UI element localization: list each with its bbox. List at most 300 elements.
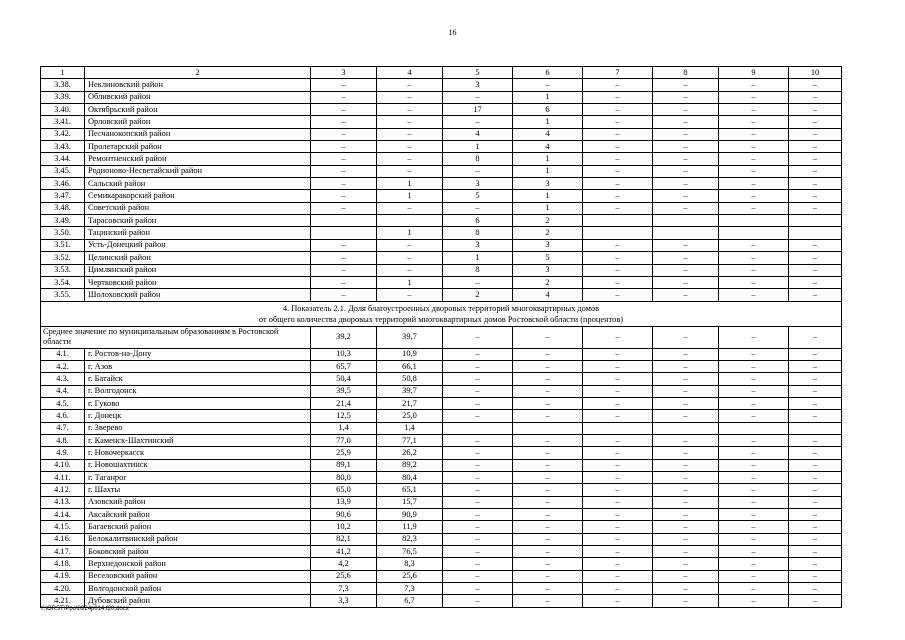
row-value-cell: – [789, 459, 842, 471]
row-value-cell: – [513, 558, 583, 570]
row-name-cell: Неклиновский район [85, 79, 311, 91]
row-name-cell: Веселовский район [85, 570, 311, 582]
row-number-cell: 3.51. [41, 239, 85, 251]
row-name-cell: г. Донецк [85, 410, 311, 422]
row-value-cell: – [719, 141, 789, 153]
row-value-cell [653, 227, 719, 239]
row-value-cell: – [653, 410, 719, 422]
row-value-cell: 1 [377, 276, 443, 288]
row-value-cell: 1 [513, 165, 583, 177]
row-value-cell: – [583, 496, 653, 508]
average-cell-3: 39,2 [311, 326, 377, 348]
row-name-cell: г. Ростов-на-Дону [85, 348, 311, 360]
row-number-cell: 3.44. [41, 153, 85, 165]
row-value-cell: – [789, 289, 842, 301]
average-cell-7: – [583, 326, 653, 348]
row-value-cell: 65,7 [311, 360, 377, 372]
row-number-cell: 4.15. [41, 521, 85, 533]
row-value-cell: – [653, 570, 719, 582]
table-row [41, 360, 842, 372]
section-body [41, 301, 842, 348]
row-value-cell: – [789, 558, 842, 570]
row-name-cell: г. Волгодонск [85, 385, 311, 397]
row-name-cell: Ремонтненский район [85, 153, 311, 165]
row-value-cell: – [789, 190, 842, 202]
table-row [41, 252, 842, 264]
table-row [41, 410, 842, 422]
row-value-cell: – [719, 264, 789, 276]
average-label: Среднее значение по муниципальным образованиям в Ростовской области [41, 326, 311, 348]
table-row [41, 397, 842, 409]
row-value-cell: – [719, 252, 789, 264]
table-row [41, 570, 842, 582]
row-name-cell: г. Каменск-Шахтинский [85, 434, 311, 446]
row-value-cell: 4 [443, 128, 513, 140]
row-value-cell: – [719, 276, 789, 288]
row-value-cell: 1 [443, 141, 513, 153]
row-value-cell [653, 215, 719, 227]
row-value-cell: – [653, 397, 719, 409]
row-value-cell: – [377, 264, 443, 276]
row-value-cell: – [377, 289, 443, 301]
row-value-cell: – [583, 178, 653, 190]
row-value-cell: 3 [513, 264, 583, 276]
average-cell-9: – [719, 326, 789, 348]
row-number-cell: 3.41. [41, 116, 85, 128]
row-value-cell: 25,9 [311, 447, 377, 459]
row-value-cell: – [583, 385, 653, 397]
row-value-cell: – [719, 459, 789, 471]
row-value-cell: – [653, 360, 719, 372]
row-value-cell: – [583, 583, 653, 595]
table-row [41, 509, 842, 521]
row-value-cell: – [653, 79, 719, 91]
row-name-cell: Тацинский район [85, 227, 311, 239]
row-name-cell: г. Новочеркасск [85, 447, 311, 459]
row-value-cell: – [583, 153, 653, 165]
row-value-cell: – [583, 459, 653, 471]
table-row [41, 289, 842, 301]
row-value-cell: – [719, 434, 789, 446]
row-value-cell: – [719, 410, 789, 422]
row-value-cell: – [311, 264, 377, 276]
row-value-cell: – [719, 202, 789, 214]
section-title [41, 301, 842, 326]
row-value-cell: – [583, 91, 653, 103]
row-value-cell: – [377, 153, 443, 165]
row-value-cell [789, 215, 842, 227]
row-value-cell: – [443, 447, 513, 459]
section-title-line1: 4. Показатель 2.1. Доля благоустроенных дворовых территорий многоквартирных домов [282, 303, 600, 313]
table-row [41, 484, 842, 496]
row-value-cell: – [311, 276, 377, 288]
table-row [41, 79, 842, 91]
row-value-cell: – [719, 239, 789, 251]
row-value-cell: 3 [443, 178, 513, 190]
row-value-cell: – [443, 595, 513, 607]
row-value-cell: – [789, 570, 842, 582]
row-value-cell: 8 [443, 264, 513, 276]
row-number-cell: 3.53. [41, 264, 85, 276]
row-name-cell: Шолоховский район [85, 289, 311, 301]
row-value-cell: – [653, 484, 719, 496]
row-value-cell: – [719, 533, 789, 545]
row-value-cell: – [513, 521, 583, 533]
row-value-cell [653, 422, 719, 434]
row-name-cell: г. Гуково [85, 397, 311, 409]
table-row [41, 202, 842, 214]
row-value-cell: – [583, 570, 653, 582]
row-value-cell: – [311, 91, 377, 103]
row-number-cell: 3.40. [41, 104, 85, 116]
row-value-cell: – [583, 104, 653, 116]
row-value-cell: – [719, 104, 789, 116]
row-number-cell: 4.6. [41, 410, 85, 422]
row-value-cell: 1 [377, 227, 443, 239]
table-row [41, 239, 842, 251]
row-value-cell: 1 [443, 252, 513, 264]
row-value-cell: – [789, 521, 842, 533]
row-value-cell: – [719, 360, 789, 372]
row-value-cell: – [583, 447, 653, 459]
row-name-cell: Пролетарский район [85, 141, 311, 153]
row-value-cell: – [789, 509, 842, 521]
row-value-cell: 76,5 [377, 546, 443, 558]
row-number-cell: 3.45. [41, 165, 85, 177]
row-value-cell: 1 [513, 190, 583, 202]
row-value-cell: – [311, 79, 377, 91]
row-value-cell: – [719, 91, 789, 103]
row-value-cell: – [789, 252, 842, 264]
row-value-cell: 89,2 [377, 459, 443, 471]
row-name-cell: г. Азов [85, 360, 311, 372]
row-value-cell: 1 [513, 116, 583, 128]
row-value-cell: – [377, 252, 443, 264]
row-value-cell [789, 227, 842, 239]
row-number-cell: 4.19. [41, 570, 85, 582]
row-name-cell: Азовский район [85, 496, 311, 508]
row-value-cell: 2 [513, 276, 583, 288]
row-value-cell: – [653, 128, 719, 140]
table-row [41, 128, 842, 140]
row-value-cell: 7,3 [311, 583, 377, 595]
row-value-cell: – [311, 116, 377, 128]
row-value-cell: – [789, 496, 842, 508]
row-value-cell: – [789, 583, 842, 595]
data-table-container [40, 66, 841, 608]
row-number-cell: 3.47. [41, 190, 85, 202]
row-value-cell: – [719, 165, 789, 177]
row-number-cell: 4.20. [41, 583, 85, 595]
row-value-cell: – [789, 264, 842, 276]
row-value-cell: – [513, 79, 583, 91]
row-number-cell: 4.10. [41, 459, 85, 471]
row-value-cell: – [583, 546, 653, 558]
row-value-cell: – [653, 434, 719, 446]
header-cell: 4 [377, 67, 443, 79]
row-number-cell: 3.54. [41, 276, 85, 288]
row-value-cell: – [443, 583, 513, 595]
row-value-cell: 8,3 [377, 558, 443, 570]
row-value-cell: – [719, 373, 789, 385]
row-value-cell: – [789, 471, 842, 483]
row-value-cell: – [789, 397, 842, 409]
row-value-cell: 41,2 [311, 546, 377, 558]
row-value-cell: – [513, 434, 583, 446]
row-value-cell: 13,9 [311, 496, 377, 508]
table-row [41, 178, 842, 190]
row-value-cell: – [653, 91, 719, 103]
row-value-cell [513, 422, 583, 434]
row-name-cell: Орловский район [85, 116, 311, 128]
row-value-cell: – [719, 79, 789, 91]
row-value-cell: 8 [443, 227, 513, 239]
row-value-cell: – [653, 276, 719, 288]
row-value-cell: 6 [443, 215, 513, 227]
table-row [41, 422, 842, 434]
row-value-cell: 10,9 [377, 348, 443, 360]
row-number-cell: 4.13. [41, 496, 85, 508]
row-number-cell: 4.2. [41, 360, 85, 372]
row-value-cell: 1,4 [377, 422, 443, 434]
row-value-cell: – [311, 104, 377, 116]
header-cell: 10 [789, 67, 842, 79]
row-value-cell: – [789, 410, 842, 422]
header-cell: 7 [583, 67, 653, 79]
row-number-cell: 4.18. [41, 558, 85, 570]
row-value-cell: – [583, 252, 653, 264]
table-row [41, 153, 842, 165]
row-value-cell: 1 [513, 91, 583, 103]
row-value-cell: 80,4 [377, 471, 443, 483]
row-value-cell: 25,6 [311, 570, 377, 582]
row-value-cell: – [583, 558, 653, 570]
row-number-cell: 4.4. [41, 385, 85, 397]
row-value-cell: – [789, 595, 842, 607]
row-value-cell: – [789, 178, 842, 190]
row-value-cell: 65,1 [377, 484, 443, 496]
average-cell-10: – [789, 326, 842, 348]
table-row [41, 91, 842, 103]
row-value-cell: – [443, 521, 513, 533]
row-value-cell: – [513, 595, 583, 607]
table-row [41, 104, 842, 116]
row-value-cell: – [719, 496, 789, 508]
row-value-cell: – [653, 583, 719, 595]
row-value-cell: 90,6 [311, 509, 377, 521]
row-value-cell: – [443, 558, 513, 570]
row-value-cell: – [719, 153, 789, 165]
header-cell: 9 [719, 67, 789, 79]
table-row [41, 595, 842, 607]
row-value-cell: – [513, 583, 583, 595]
row-value-cell: – [719, 546, 789, 558]
row-value-cell: 25,0 [377, 410, 443, 422]
row-value-cell: 8 [443, 153, 513, 165]
row-number-cell: 4.5. [41, 397, 85, 409]
row-value-cell: – [513, 410, 583, 422]
row-value-cell: – [653, 239, 719, 251]
row-value-cell: – [653, 385, 719, 397]
row-value-cell: 1 [513, 202, 583, 214]
row-name-cell: Сальский район [85, 178, 311, 190]
row-name-cell: Советский район [85, 202, 311, 214]
row-name-cell: Верхнедонской район [85, 558, 311, 570]
row-value-cell: – [311, 153, 377, 165]
section-title-line2: от общего количества дворовых территорий многоквартирных домов Ростовской области (процентов) [258, 314, 624, 324]
row-value-cell: – [789, 546, 842, 558]
row-value-cell: 77,0 [311, 434, 377, 446]
row-name-cell: г. Зверево [85, 422, 311, 434]
row-value-cell: – [377, 116, 443, 128]
row-value-cell: – [789, 360, 842, 372]
row-value-cell: – [443, 202, 513, 214]
row-value-cell: – [583, 533, 653, 545]
row-name-cell: Обливский район [85, 91, 311, 103]
row-value-cell: – [377, 202, 443, 214]
header-cell: 1 [41, 67, 85, 79]
row-value-cell: – [653, 202, 719, 214]
row-value-cell: – [311, 165, 377, 177]
row-value-cell [583, 422, 653, 434]
row-number-cell: 3.55. [41, 289, 85, 301]
row-value-cell: – [789, 348, 842, 360]
row-value-cell: – [583, 289, 653, 301]
row-value-cell: – [653, 165, 719, 177]
row-value-cell: 21,7 [377, 397, 443, 409]
row-value-cell: – [719, 583, 789, 595]
row-value-cell: – [789, 447, 842, 459]
row-value-cell: 39,5 [311, 385, 377, 397]
row-value-cell: 3 [443, 239, 513, 251]
row-number-cell: 4.9. [41, 447, 85, 459]
row-value-cell: – [583, 264, 653, 276]
row-value-cell: – [583, 471, 653, 483]
row-value-cell: – [443, 385, 513, 397]
average-cell-4: 39,7 [377, 326, 443, 348]
row-value-cell: – [311, 128, 377, 140]
row-value-cell: – [513, 533, 583, 545]
row-number-cell: 3.50. [41, 227, 85, 239]
row-value-cell: 2 [513, 215, 583, 227]
row-value-cell: – [653, 373, 719, 385]
row-value-cell: 1 [513, 153, 583, 165]
row-name-cell: Родионово-Несветайский район [85, 165, 311, 177]
row-number-cell: 4.17. [41, 546, 85, 558]
row-value-cell: – [719, 570, 789, 582]
row-value-cell: – [653, 104, 719, 116]
row-number-cell: 3.52. [41, 252, 85, 264]
header-row [41, 67, 842, 79]
row-value-cell: – [653, 447, 719, 459]
row-value-cell: 1,4 [311, 422, 377, 434]
row-value-cell: 82,1 [311, 533, 377, 545]
row-value-cell: – [719, 289, 789, 301]
row-value-cell: – [583, 202, 653, 214]
row-value-cell: – [653, 509, 719, 521]
row-value-cell: – [653, 116, 719, 128]
row-value-cell: – [719, 385, 789, 397]
row-value-cell: 3,3 [311, 595, 377, 607]
row-value-cell: – [583, 165, 653, 177]
row-value-cell: – [653, 459, 719, 471]
row-value-cell: – [513, 373, 583, 385]
row-name-cell: Волгодонской район [85, 583, 311, 595]
row-value-cell: – [377, 128, 443, 140]
row-value-cell: – [583, 410, 653, 422]
row-value-cell: – [719, 484, 789, 496]
row-value-cell: – [583, 141, 653, 153]
row-name-cell: Багаевский район [85, 521, 311, 533]
row-name-cell: Октябрьский район [85, 104, 311, 116]
row-value-cell: 4 [513, 141, 583, 153]
row-value-cell: 1 [377, 178, 443, 190]
row-value-cell: 2 [513, 227, 583, 239]
row-value-cell: – [377, 165, 443, 177]
row-value-cell: 65,0 [311, 484, 377, 496]
row-value-cell: – [513, 397, 583, 409]
row-value-cell: – [719, 521, 789, 533]
row-value-cell: – [789, 373, 842, 385]
row-value-cell: – [653, 178, 719, 190]
row-name-cell: г. Шахты [85, 484, 311, 496]
row-value-cell: 39,7 [377, 385, 443, 397]
row-name-cell: Аксайский район [85, 509, 311, 521]
header-cell: 2 [85, 67, 311, 79]
row-value-cell: – [583, 360, 653, 372]
row-value-cell: – [443, 484, 513, 496]
table-row [41, 434, 842, 446]
row-value-cell: 5 [513, 252, 583, 264]
row-value-cell: 82,3 [377, 533, 443, 545]
row-value-cell: – [583, 373, 653, 385]
table-row [41, 558, 842, 570]
row-value-cell: – [513, 570, 583, 582]
row-value-cell: – [789, 484, 842, 496]
row-value-cell: – [513, 459, 583, 471]
row-value-cell: – [653, 141, 719, 153]
row-value-cell: – [789, 165, 842, 177]
row-value-cell: – [583, 116, 653, 128]
row-name-cell: Песчанокопский район [85, 128, 311, 140]
row-value-cell: – [443, 533, 513, 545]
row-name-cell: Дубовский район [85, 595, 311, 607]
row-value-cell: 6 [513, 104, 583, 116]
row-value-cell: – [311, 178, 377, 190]
table-row [41, 264, 842, 276]
row-value-cell: – [719, 178, 789, 190]
row-number-cell: 4.11. [41, 471, 85, 483]
row-value-cell: – [443, 348, 513, 360]
row-number-cell: 4.8. [41, 434, 85, 446]
row-value-cell: 89,1 [311, 459, 377, 471]
row-value-cell: 10,3 [311, 348, 377, 360]
header-cell: 5 [443, 67, 513, 79]
row-value-cell: – [443, 373, 513, 385]
row-value-cell: 7,3 [377, 583, 443, 595]
row-value-cell: – [377, 79, 443, 91]
row-value-cell: – [719, 128, 789, 140]
average-row [41, 326, 842, 348]
row-value-cell: – [583, 128, 653, 140]
row-value-cell: 90,9 [377, 509, 443, 521]
row-value-cell: 2 [443, 289, 513, 301]
row-value-cell: – [789, 153, 842, 165]
header-cell: 3 [311, 67, 377, 79]
row-value-cell: – [513, 471, 583, 483]
row-number-cell: 3.49. [41, 215, 85, 227]
row-value-cell: 80,0 [311, 471, 377, 483]
